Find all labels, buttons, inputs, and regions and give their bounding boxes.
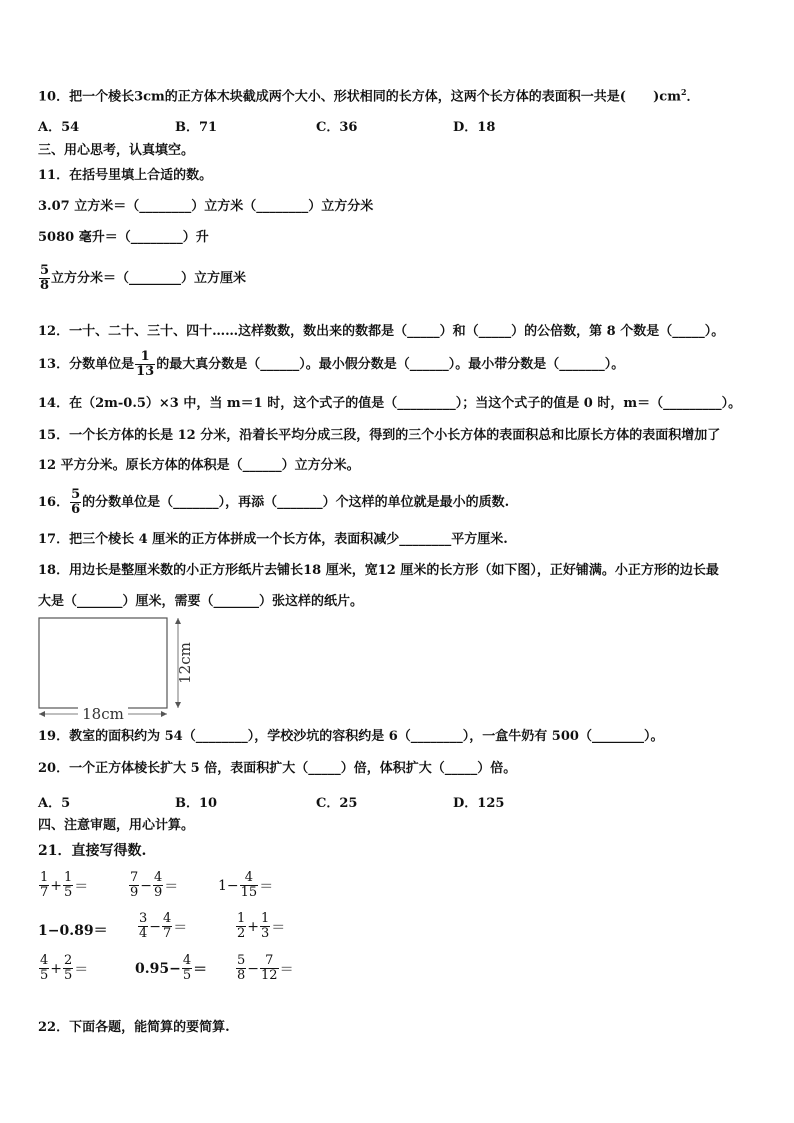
question-17: 17．把三个棱长 4 厘米的正方体拼成一个长方体，表面积减少________平方厘米.	[38, 532, 508, 547]
rectangle-figure	[38, 612, 194, 723]
question-12: 12．一十、二十、三十、四十……这样数数，数出来的数都是（_____）和（_____）的公倍数，第 8 个数是（_____）。	[38, 324, 725, 339]
fraction: $\frac{5}{6}$	[71, 487, 81, 517]
question-14: 14．在（2m-0.5）×3 中，当 m＝1 时，这个式子的值是（_________）；当这个式子的值是 0 时，m＝（_________）。	[38, 396, 742, 411]
q10-option-c[interactable]: C．36	[316, 120, 358, 135]
question-18-line-1: 18．用边长是整厘米数的小正方形纸片去铺长18 厘米，宽12 厘米的长方形（如下图），正好铺满。小正方形的边长最	[38, 563, 719, 578]
question-21-title: 21．直接写得数.	[38, 843, 147, 859]
question-22-title: 22．下面各题，能简算的要简算.	[38, 1020, 230, 1035]
width-label: 18cm	[82, 705, 124, 723]
calc-r2c2: $\frac{3}{4}$ − $\frac{4}{7}$ ＝	[139, 911, 188, 941]
section-3-heading: 三、用心思考，认真填空。	[38, 143, 195, 158]
q11-line-2: 5080 毫升＝（________）升	[38, 230, 209, 245]
question-18-line-2: 大是（_______）厘米，需要（_______）张这样的纸片。	[38, 594, 364, 609]
q20-option-b[interactable]: B．10	[175, 796, 218, 811]
question-15-line-1: 15．一个长方体的长是 12 分米，沿着长平均分成三段，得到的三个小长方体的表面积总和比原长方体的表面积增加了	[38, 428, 721, 443]
calc-r2c1: 1−0.89＝	[38, 923, 108, 939]
q20-option-c[interactable]: C．25	[316, 796, 358, 811]
question-20: 20．一个正方体棱长扩大 5 倍，表面积扩大（_____）倍，体积扩大（_____）倍。	[38, 761, 517, 776]
q20-option-a[interactable]: A．5	[38, 796, 71, 811]
q10-blank[interactable]	[626, 89, 653, 104]
calc-r2c3: $\frac{1}{2}$ + $\frac{1}{3}$ ＝	[237, 911, 286, 941]
section-4-heading: 四、注意审题，用心计算。	[38, 818, 195, 833]
rectangle	[39, 618, 167, 708]
question-10: 10．把一个棱长3cm的正方体木块截成两个大小、形状相同的长方体，这两个长方体的表面积一共是( )$cm^2$．	[38, 87, 700, 105]
q10-option-d[interactable]: D．18	[453, 120, 496, 135]
q10-option-b[interactable]: B．71	[175, 120, 218, 135]
question-13: 13．分数单位是 $\frac{1}{13}$ 的最大真分数是（______）。最小假分数是（______）。最小带分数是（_______）。	[38, 349, 625, 379]
q11-line-1: 3.07 立方米＝（________）立方米（________）立方分米	[38, 199, 374, 214]
question-19: 19．教室的面积约为 54（________），学校沙坑的容积约是 6（________），一盒牛奶有 500（________）。	[38, 729, 664, 744]
calc-r3c2: 0.95− $\frac{4}{5}$ ＝	[135, 953, 208, 983]
q10-text: 10．把一个棱长3cm的正方体木块截成两个大小、形状相同的长方体，这两个长方体的表面积一共是(	[38, 89, 626, 105]
fraction: $\frac{5}{8}$	[40, 263, 50, 293]
calc-r3c3: $\frac{5}{8}$ − $\frac{7}{12}$ ＝	[237, 953, 294, 983]
calc-r1c3: 1− $\frac{4}{15}$ ＝	[218, 870, 274, 900]
question-15-line-2: 12 平方分米。原长方体的体积是（______）立方分米。	[38, 458, 360, 473]
height-label: 12cm	[176, 642, 194, 684]
calc-r3c1: $\frac{4}{5}$ + $\frac{2}{5}$ ＝	[40, 953, 89, 983]
q11-line-3: $\frac{5}{8}$ 立方分米＝（________）立方厘米	[40, 263, 247, 293]
calc-r1c2: $\frac{7}{9}$ − $\frac{4}{9}$ ＝	[130, 870, 179, 900]
question-16: 16． $\frac{5}{6}$ 的分数单位是（_______），再添（_______）个这样的单位就是最小的质数.	[38, 487, 510, 517]
question-11-title: 11．在括号里填上合适的数。	[38, 168, 213, 183]
calc-r1c1: $\frac{1}{7}$ + $\frac{1}{5}$ ＝	[40, 870, 89, 900]
q10-option-a[interactable]: A．54	[38, 120, 80, 135]
fraction: $\frac{1}{13}$	[136, 349, 155, 379]
q20-option-d[interactable]: D．125	[453, 796, 505, 811]
